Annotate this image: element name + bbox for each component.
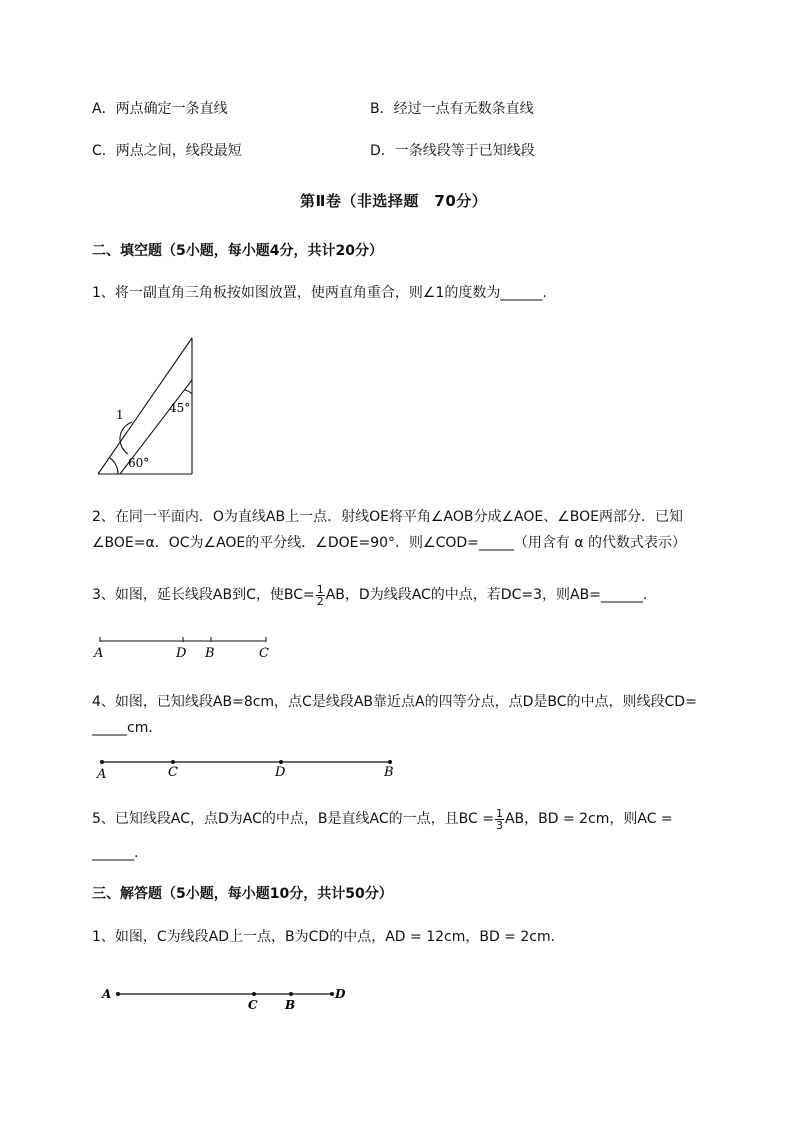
q1-fig-arc-45	[184, 390, 192, 394]
q3-text-post: AB，D为线段AC的中点，若DC=3，则AB=______.	[325, 587, 648, 603]
q4-dot-b	[388, 760, 392, 764]
q4-dot-a	[100, 760, 104, 764]
section2-heading: 二、填空题（5小题，每小题4分，共计20分）	[92, 243, 383, 259]
q3-text	[92, 583, 647, 607]
q1-fig-label-60: 60°	[128, 456, 150, 470]
q3-point-d: D	[176, 646, 187, 661]
q4-point-c: C	[168, 765, 178, 780]
part2-title: 第Ⅱ卷（非选择题 70分）	[300, 192, 488, 210]
q5-fraction-numerator: 1	[495, 806, 503, 820]
q4-dot-c	[171, 760, 175, 764]
q3-segment-figure	[92, 634, 282, 662]
s3q1-dot-b	[289, 992, 293, 996]
q4-dot-d	[279, 760, 283, 764]
q5-fraction	[495, 808, 504, 831]
q2-line2: ∠BOE=α．OC为∠AOE的平分线．∠DOE=90°．则∠COD=_____（用含有 α 的代数式表示）	[92, 535, 687, 551]
q3-fraction	[316, 584, 325, 607]
q4-line2: _____cm．	[92, 720, 163, 736]
q3-text-pre: 3、如图，延长线段AB到C，使BC=	[92, 587, 315, 603]
q3-fraction-denominator: 2	[316, 594, 324, 608]
q5-text-pre: 5、已知线段AC，点D为AC的中点，B是直线AC的一点，且BC =	[92, 811, 494, 827]
q4-point-a: A	[97, 767, 107, 782]
option-c: C．两点之间，线段最短	[92, 143, 242, 159]
q3-point-c: C	[259, 646, 269, 661]
q1-fig-label-1: 1	[116, 408, 124, 422]
q3-point-a: A	[94, 646, 104, 661]
s3q1-point-d: D	[335, 987, 346, 1001]
s3q1-dot-c	[252, 992, 256, 996]
s3q1-point-b: B	[285, 998, 296, 1012]
q2-line1: 2、在同一平面内．O为直线AB上一点．射线OE将平角∠AOB分成∠AOE、∠BOE两部分．已知	[92, 509, 683, 525]
q5-line2: ______.	[92, 845, 139, 861]
q3-point-b: B	[205, 646, 215, 661]
option-d: D．一条线段等于已知线段	[370, 143, 535, 159]
option-b: B．经过一点有无数条直线	[370, 101, 534, 117]
s3q1-segment-figure	[96, 983, 356, 1013]
option-a: A．两点确定一条直线	[92, 101, 228, 117]
s3q1-point-a: A	[102, 987, 112, 1001]
q3-fraction-numerator: 1	[316, 582, 324, 596]
s3q1-text: 1、如图，C为线段AD上一点，B为CD的中点，AD = 12cm，BD = 2cm．	[92, 929, 565, 945]
q1-fig-label-45: 45°	[169, 401, 191, 415]
q5-fraction-denominator: 3	[495, 818, 503, 832]
q5-text	[92, 806, 673, 832]
section3-heading: 三、解答题（5小题，每小题10分，共计50分）	[92, 886, 393, 902]
q4-point-b: B	[384, 765, 394, 780]
q1-text: 1、将一副直角三角板按如图放置，使两直角重合，则∠1的度数为______.	[92, 285, 547, 301]
s3q1-dot-d	[330, 992, 334, 996]
s3q1-dot-a	[116, 992, 120, 996]
q4-segment-figure	[92, 755, 402, 783]
q5-text-post: AB，BD = 2cm，则AC =	[504, 811, 673, 827]
q1-fig-arc-60	[110, 458, 118, 474]
q4-point-d: D	[275, 765, 286, 780]
s3q1-point-c: C	[248, 998, 258, 1012]
q1-triangle-figure	[92, 334, 202, 480]
q4-line1: 4、如图，已知线段AB=8cm，点C是线段AB靠近点A的四等分点，点D是BC的中点，则线段CD=	[92, 694, 697, 710]
